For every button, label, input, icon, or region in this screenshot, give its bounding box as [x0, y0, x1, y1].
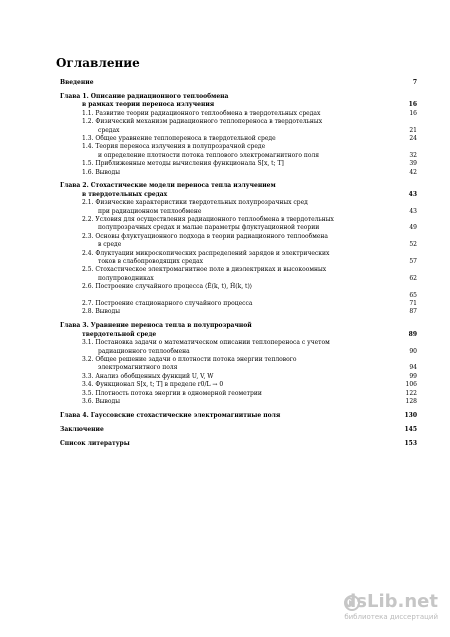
- toc-entry-text: Глава 2. Стохастические модели переноса тепла излучением: [60, 182, 276, 190]
- toc-entry-text: Введение: [60, 79, 94, 86]
- toc-page-number: 21: [409, 126, 417, 134]
- toc-entry-text: 3.1. Постановка задачи о математическом описании теплопереноса с учетом: [82, 339, 330, 347]
- toc-page-number: 16: [409, 109, 417, 117]
- toc-entry-text: 2.8. Выводы: [82, 308, 121, 316]
- toc-entry-text: в рамках теории переноса излучения: [82, 101, 215, 109]
- toc-entry-text: в среде: [98, 241, 122, 249]
- toc-page-number: 122: [405, 389, 417, 397]
- toc-page-number: 52: [409, 241, 417, 249]
- toc-page-number: 57: [409, 258, 417, 265]
- toc-entry-text: 2.3. Основы флуктуационного подхода в теории радиационного теплообмена: [82, 232, 329, 240]
- toc-entry-text: и определение плотности потока теплового электромагнитного поля: [98, 151, 320, 159]
- toc-entry-text: твердотельной среде: [82, 330, 157, 338]
- toc-entry-text: 3.2. Общее решение задачи о плотности потока энергии теплового: [82, 355, 297, 363]
- toc-page-number: 90: [409, 347, 417, 355]
- toc-entry-text: средах: [98, 126, 120, 134]
- toc-page-number: 7: [412, 79, 417, 86]
- toc-entry-text: Заключение: [60, 425, 104, 433]
- toc-entry-text: Список литературы: [60, 439, 130, 447]
- toc-page-number: 65: [409, 291, 417, 299]
- toc-page-number: 153: [404, 439, 417, 447]
- toc-entry-text: при радиационном теплообмене: [98, 207, 202, 215]
- toc-entry-text: Глава 4. Гауссовские стохастические электромагнитные поля: [60, 411, 281, 419]
- toc-entry-text: 1.1. Развитие теории радиационного теплообмена в твердотельных средах: [82, 109, 321, 117]
- toc-entry-text: электромагнитного поля: [98, 364, 178, 372]
- toc-entry-text: Глава 3. Уравнение переноса тепла в полупрозрачной: [60, 322, 252, 330]
- toc-entry-text: Глава 1. Описание радиационного теплообмена: [60, 92, 229, 100]
- toc-entry-text: 3.4. Функционал S[x, t; T] в пределе r0/L → 0: [82, 381, 224, 389]
- toc-entry-text: 1.6. Выводы: [82, 168, 121, 176]
- toc-page-number: 71: [409, 300, 417, 307]
- toc-entry-text: 1.3. Общее уравнение теплопереноса в твердотельной среде: [82, 134, 276, 142]
- toc-page-number: 62: [409, 274, 417, 282]
- watermark-subtitle: библиотека диссертаций: [344, 613, 438, 621]
- toc-entry-text: 1.2. Физический механизм радиационного теплопереноса в твердотельных: [82, 118, 323, 126]
- toc-entry-text: 2.4. Флуктуации микроскопических распределений зарядов и электрических: [82, 249, 330, 257]
- toc-page-number: 106: [405, 381, 417, 389]
- toc-entry-text: 2.7. Построение стационарного случайного процесса: [82, 300, 253, 307]
- toc-entry-text: токов в слабопроводящих средах: [98, 258, 204, 265]
- toc-entry-text: 3.6. Выводы: [82, 397, 121, 405]
- toc-page-number: 24: [409, 134, 417, 142]
- toc-page-number: 128: [405, 397, 417, 405]
- watermark-logo: dsLib.net: [343, 591, 438, 612]
- toc-entry-text: радиационного теплообмена: [98, 347, 190, 355]
- toc-page-number: 43: [408, 190, 417, 198]
- watermark: [328, 591, 438, 623]
- toc-entry-text: 2.5. Стохастическое электромагнитное поле в диэлектриках и высокоомных: [82, 266, 327, 274]
- toc-page-number: 89: [408, 330, 417, 338]
- toc-entry-text: 2.1. Физические характеристики твердотельных полупрозрачных сред: [82, 199, 308, 207]
- toc-entry-text: в твердотельных средах: [82, 190, 168, 198]
- toc-page-number: 32: [409, 151, 417, 159]
- toc-page-number: 43: [409, 207, 417, 215]
- toc-page-number: 94: [409, 364, 417, 372]
- toc-page-number: 49: [409, 224, 417, 232]
- toc-page-number: 42: [409, 168, 417, 176]
- toc-page-number: 145: [404, 425, 417, 433]
- page-title: Оглавление: [56, 56, 140, 70]
- toc-entry-text: полупроводниках: [98, 274, 154, 282]
- toc-entry-text: полупрозрачных средах и малые параметры флуктуационной теории: [98, 224, 320, 232]
- toc-entry-text: 1.4. Теория переноса излучения в полупрозрачной среде: [82, 143, 266, 151]
- toc-page-number: 130: [404, 411, 417, 419]
- toc-page-number: 87: [409, 308, 417, 316]
- toc-page-number: 99: [409, 372, 417, 380]
- toc-page-number: 39: [409, 160, 417, 168]
- toc-entry-text: 2.2. Условия для осуществления радиационного теплообмена в твердотельных: [82, 216, 334, 223]
- toc-entry-text: 1.5. Приближенные методы вычисления функционала S[x, t; T]: [82, 160, 284, 168]
- toc-entry-text: 3.3. Анализ обобщенных функций U, V, W: [82, 372, 214, 380]
- toc-page-number: 16: [408, 101, 417, 109]
- toc-entry-text: 2.6. Построение случайного процесса ⟨Ê(k, t), Ĥ(k, t)⟩: [82, 283, 253, 291]
- toc-entry-text: 3.5. Плотность потока энергии в одномерной геометрии: [82, 389, 262, 397]
